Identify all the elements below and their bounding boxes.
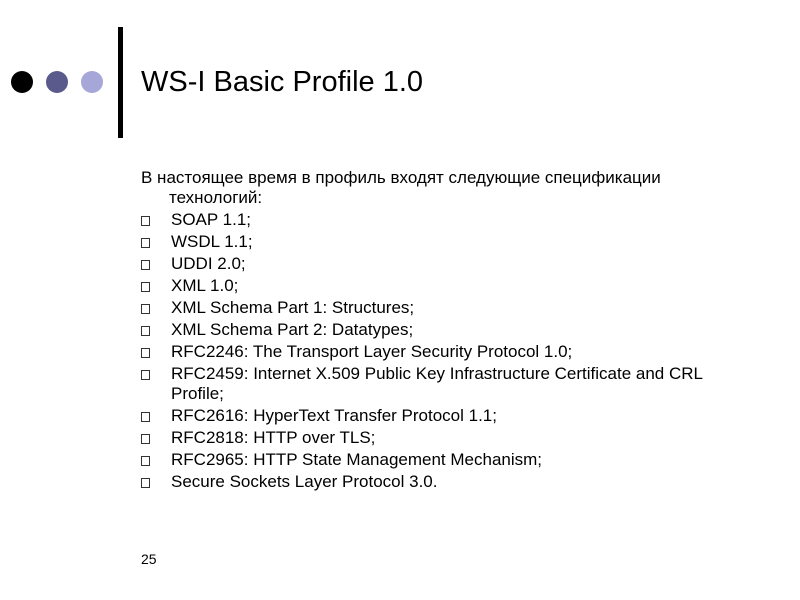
- empty-square-bullet-icon: [141, 282, 150, 292]
- empty-square-bullet-icon: [141, 456, 150, 466]
- list-item-text: XML Schema Part 2: Datatypes;: [171, 320, 414, 339]
- list-item-text: RFC2616: HyperText Transfer Protocol 1.1;: [171, 406, 497, 425]
- list-item: [141, 450, 751, 470]
- list-item: [141, 276, 751, 296]
- list-item-text: WSDL 1.1;: [171, 232, 253, 251]
- list-item: [141, 232, 751, 252]
- list-item-text: UDDI 2.0;: [171, 254, 246, 273]
- list-item: [141, 428, 751, 448]
- list-item-text: Secure Sockets Layer Protocol 3.0.: [171, 472, 438, 491]
- list-item: [141, 320, 751, 340]
- empty-square-bullet-icon: [141, 370, 150, 380]
- spec-list: [141, 210, 751, 492]
- list-item: [141, 364, 751, 404]
- intro-text: В настоящее время в профиль входят следующие спецификации технологий:: [141, 168, 661, 207]
- decor-dot-light-blue-icon: [81, 71, 103, 93]
- slide-body: [141, 168, 751, 494]
- list-item-text: XML 1.0;: [171, 276, 239, 295]
- empty-square-bullet-icon: [141, 326, 150, 336]
- empty-square-bullet-icon: [141, 216, 150, 226]
- list-item: [141, 472, 751, 492]
- list-item: [141, 254, 751, 274]
- empty-square-bullet-icon: [141, 412, 150, 422]
- list-item: [141, 342, 751, 362]
- empty-square-bullet-icon: [141, 238, 150, 248]
- empty-square-bullet-icon: [141, 434, 150, 444]
- empty-square-bullet-icon: [141, 304, 150, 314]
- page-number: 25: [141, 551, 157, 567]
- decor-dot-black-icon: [11, 71, 33, 93]
- empty-square-bullet-icon: [141, 478, 150, 488]
- list-item-text: RFC2965: HTTP State Management Mechanism;: [171, 450, 543, 469]
- list-item: [141, 406, 751, 426]
- list-item: [141, 210, 751, 230]
- list-item-text: SOAP 1.1;: [171, 210, 252, 229]
- title-accent-bar: [118, 27, 123, 138]
- empty-square-bullet-icon: [141, 260, 150, 270]
- list-item-text: XML Schema Part 1: Structures;: [171, 298, 415, 317]
- list-item-text: RFC2818: HTTP over TLS;: [171, 428, 376, 447]
- empty-square-bullet-icon: [141, 348, 150, 358]
- list-item: [141, 298, 751, 318]
- list-item-text: RFC2459: Internet X.509 Public Key Infrastructure Certificate and CRL Profile;: [171, 364, 703, 403]
- decor-dot-dark-blue-icon: [46, 71, 68, 93]
- list-item-text: RFC2246: The Transport Layer Security Protocol 1.0;: [171, 342, 573, 361]
- slide-title: WS-I Basic Profile 1.0: [141, 66, 424, 98]
